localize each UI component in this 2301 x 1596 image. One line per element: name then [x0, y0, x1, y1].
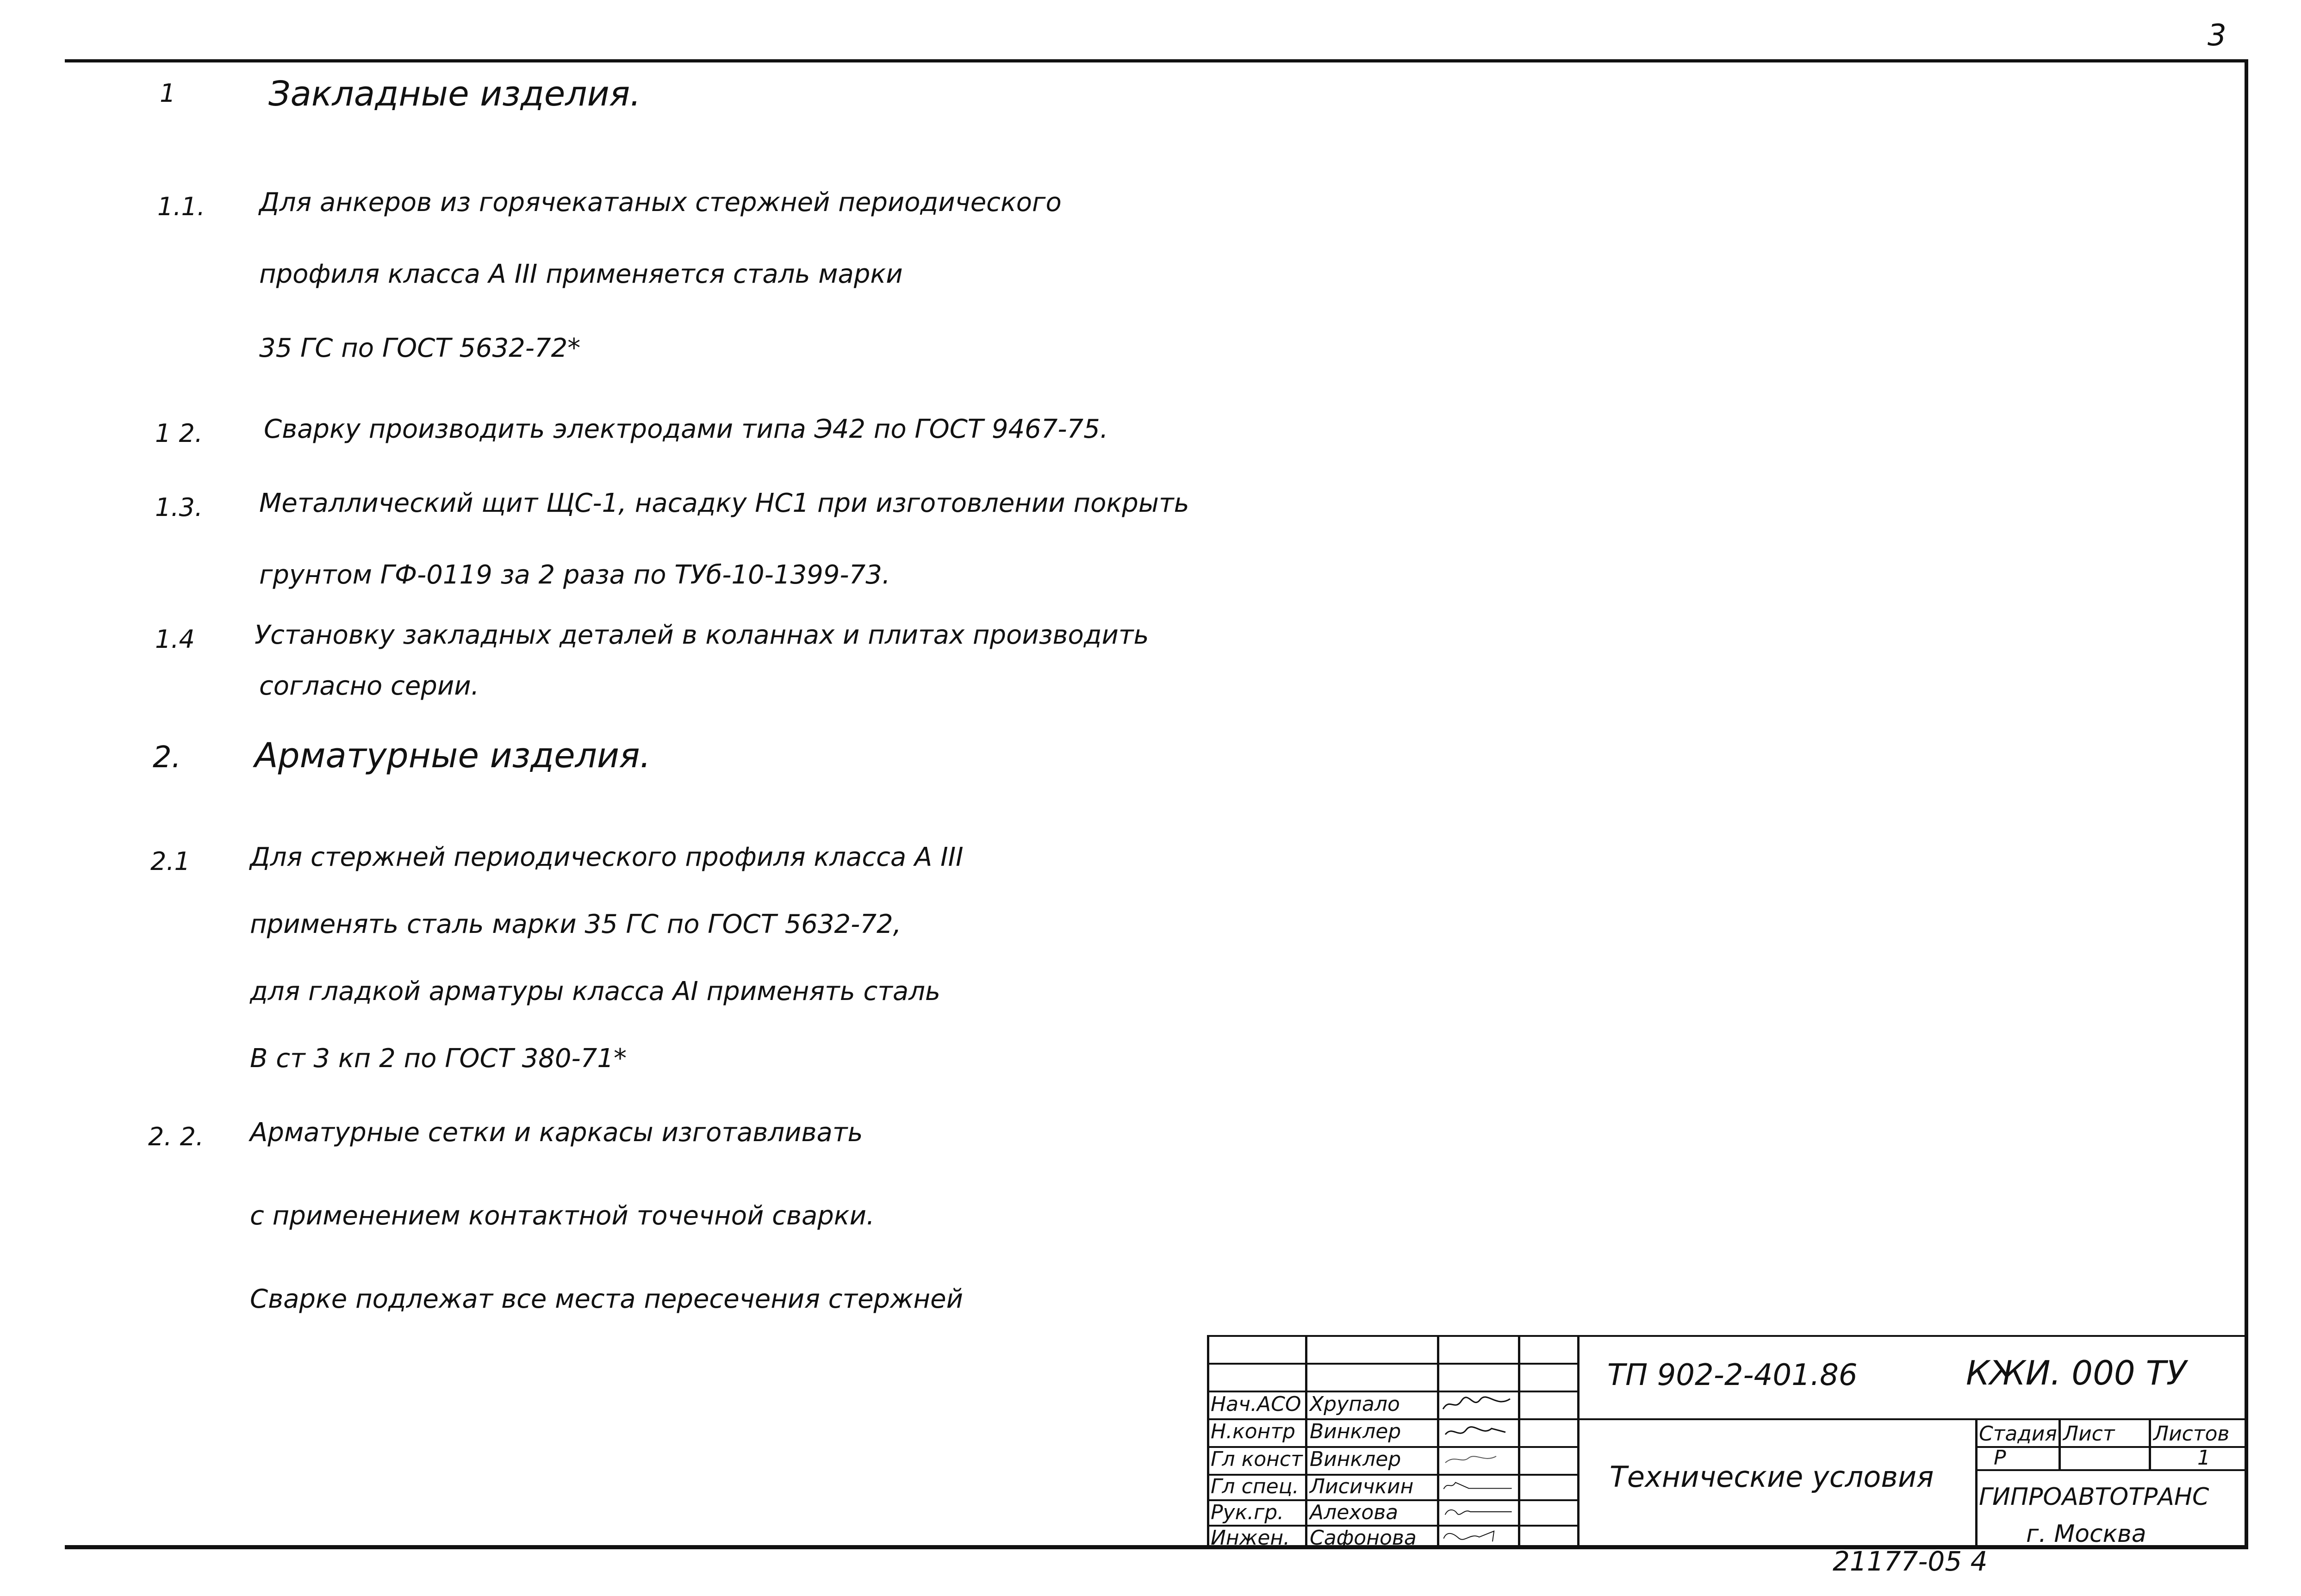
item-1-4-number: 1.4	[155, 625, 195, 654]
item-2-1-number: 2.1	[150, 847, 190, 876]
page-number: 3	[2208, 19, 2226, 53]
item-2-2-line-1: Арматурные сетки и каркасы изготавливать	[250, 1118, 863, 1148]
col-sheet: Лист	[2063, 1422, 2115, 1446]
item-1-1-line-3: 35 ГС по ГОСТ 5632-72*	[259, 333, 581, 363]
role-2: Н.контр	[1211, 1420, 1295, 1443]
role-1: Нач.АСО	[1211, 1392, 1301, 1416]
section-2-title: Арматурные изделия.	[255, 736, 651, 776]
organization: ГИПРОАВТОТРАНС	[1979, 1483, 2209, 1511]
name-4: Лисичкин	[1310, 1475, 1414, 1498]
item-2-2-line-2: с применением контактной точечной сварки.	[250, 1201, 875, 1231]
archive-number: 21177-05 4	[1833, 1546, 1988, 1577]
item-1-1-line-1: Для анкеров из горячекатаных стержней периодического	[259, 187, 1062, 217]
signature-3	[1441, 1450, 1515, 1468]
name-2: Винклер	[1310, 1420, 1401, 1443]
signature-4	[1441, 1476, 1515, 1495]
item-1-3-line-2: грунтом ГФ-0119 за 2 раза по ТУб-10-1399-73.	[259, 560, 890, 590]
signature-1	[1441, 1395, 1515, 1414]
item-1-3-line-1: Металлический щит ЩС-1, насадку НС1 при изготовлении покрыть	[259, 488, 1189, 518]
signature-6	[1441, 1527, 1515, 1546]
item-2-2-number: 2. 2.	[148, 1122, 204, 1151]
doc-title: Технические условия	[1610, 1460, 1934, 1494]
col-stage: Стадия	[1979, 1422, 2057, 1446]
name-5: Алехова	[1310, 1501, 1399, 1524]
section-2-number: 2.	[153, 740, 181, 775]
role-6: Инжен.	[1211, 1526, 1290, 1550]
section-1-number: 1	[160, 79, 176, 108]
item-1-2-number: 1 2.	[155, 419, 203, 448]
item-2-1-line-2: применять сталь марки 35 ГС по ГОСТ 5632-72,	[250, 909, 902, 939]
item-1-2-line-1: Сварку производить электродами типа Э42 по ГОСТ 9467-75.	[264, 414, 1108, 444]
signature-5	[1441, 1503, 1515, 1521]
sheet-code: КЖИ. 000 ТУ	[1966, 1354, 2187, 1392]
sheets-value: 1	[2197, 1446, 2210, 1470]
stage-value: Р	[1994, 1446, 2006, 1470]
role-5: Рук.гр.	[1211, 1501, 1284, 1524]
item-1-3-number: 1.3.	[155, 493, 203, 522]
role-4: Гл спец.	[1211, 1475, 1299, 1498]
section-1-title: Закладные изделия.	[268, 74, 641, 114]
item-2-1-line-1: Для стержней периодического профиля класса А III	[250, 842, 964, 872]
col-sheets: Листов	[2153, 1422, 2230, 1446]
item-1-4-line-1: Установку закладных деталей в коланнах и плитах производить	[255, 620, 1149, 650]
item-2-2-line-3: Сварке подлежат все места пересечения стержней	[250, 1284, 964, 1314]
doc-code: ТП 902-2-401.86	[1607, 1358, 1858, 1392]
signature-2	[1441, 1423, 1515, 1441]
name-3: Винклер	[1310, 1447, 1401, 1471]
name-6: Сафонова	[1310, 1526, 1417, 1550]
role-3: Гл конст	[1211, 1447, 1303, 1471]
name-1: Хрупало	[1310, 1392, 1400, 1416]
title-block	[1207, 1335, 2248, 1549]
city: г. Москва	[2026, 1520, 2146, 1548]
item-2-1-line-4: В ст 3 кп 2 по ГОСТ 380-71*	[250, 1043, 627, 1074]
item-2-1-line-3: для гладкой арматуры класса АI применять сталь	[250, 976, 941, 1006]
item-1-1-line-2: профиля класса А III применяется сталь марки	[259, 259, 903, 289]
item-1-1-number: 1.1.	[157, 192, 205, 221]
item-1-4-line-2: согласно серии.	[259, 671, 479, 701]
